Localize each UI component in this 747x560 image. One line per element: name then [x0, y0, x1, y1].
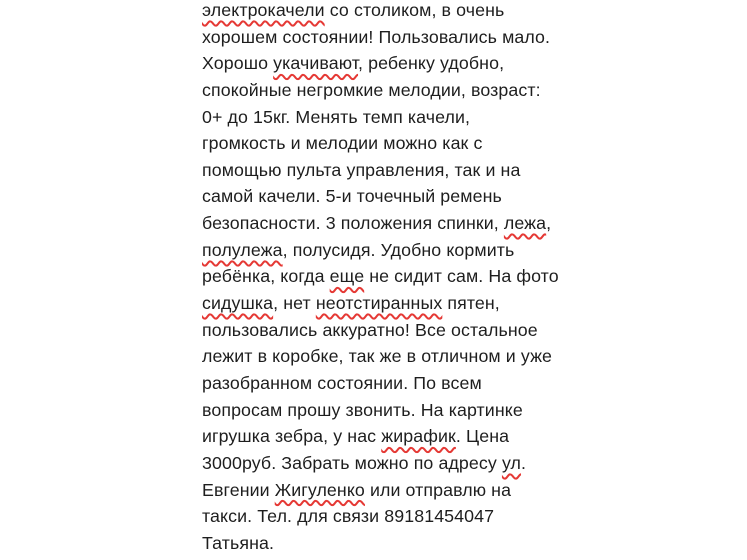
spellcheck-flagged-word: сидушка [202, 293, 274, 314]
text-segment: , полусидя. Удобно кормить [282, 239, 515, 260]
text-segment: , ребенку удобно, [358, 53, 505, 74]
text-segment: помощью пульта управления, так и на [202, 159, 521, 180]
text-line [202, 50, 547, 77]
text-line [202, 370, 547, 397]
text-line [202, 237, 547, 264]
spellcheck-flagged-word: укачивают [273, 53, 359, 74]
text-segment: . [521, 452, 527, 473]
text-line [202, 24, 551, 51]
spellcheck-flagged-word: неотстиранных [315, 293, 443, 314]
text-line [202, 104, 547, 131]
spellcheck-flagged-word: электрокачели [202, 0, 325, 20]
text-segment: игрушка зебра, у нас [202, 426, 382, 447]
text-segment: вопросам прошу звонить. На картинке [202, 399, 523, 420]
text-segment: спокойные негромкие мелодии, возраст: [202, 79, 541, 100]
text-line [202, 77, 547, 104]
text-line [202, 183, 547, 210]
text-line [202, 450, 547, 477]
text-segment: Татьяна. [202, 532, 275, 553]
text-segment: 0+ до 15кг. Менять темп качели, [202, 106, 471, 127]
text-segment: такси. Тел. для связи 89181454047 [202, 506, 495, 527]
text-line [202, 343, 553, 370]
text-line [202, 0, 547, 24]
text-line [202, 263, 559, 290]
text-segment: пятен, [442, 293, 500, 314]
text-line [202, 210, 552, 237]
text-line [202, 530, 547, 557]
ad-text-block [202, 0, 559, 556]
text-segment: Евгении [202, 479, 275, 500]
text-line [202, 397, 547, 424]
spellcheck-flagged-word: жирафик [381, 426, 456, 447]
text-segment: самой качели. 5-и точечный ремень [202, 186, 502, 207]
text-line [202, 157, 547, 184]
text-segment: ребёнка, когда [202, 266, 330, 287]
text-line [202, 317, 547, 344]
text-segment: разобранном состоянии. По всем [202, 372, 482, 393]
text-segment: хорошем состоянии! Пользовались мало. [202, 26, 551, 47]
text-segment: не сидит сам. На фото [364, 266, 559, 287]
spellcheck-flagged-word: еще [329, 266, 365, 287]
text-segment: пользовались аккуратно! Все остальное [202, 319, 538, 340]
text-segment: , [546, 213, 552, 234]
spellcheck-flagged-word: Жигуленко [274, 479, 365, 500]
spellcheck-flagged-word: лежа [503, 213, 547, 234]
text-line [202, 503, 547, 530]
text-segment: . Цена [455, 426, 510, 447]
text-segment: или отправлю на [364, 479, 512, 500]
text-line [202, 130, 547, 157]
text-segment: громкость и мелодии можно как с [202, 133, 483, 154]
text-segment: Хорошо [202, 53, 274, 74]
text-segment: 3000руб. Забрать можно по адресу [202, 452, 502, 473]
text-line [202, 290, 547, 317]
text-segment: со столиком, в очень [324, 0, 505, 20]
text-line [202, 423, 547, 450]
text-line [202, 477, 547, 504]
text-segment: безопасности. 3 положения спинки, [202, 213, 504, 234]
text-segment: лежит в коробке, так же в отличном и уже [202, 346, 553, 367]
text-segment: , нет [273, 293, 316, 314]
spellcheck-flagged-word: полулежа [202, 239, 283, 260]
spellcheck-flagged-word: ул [501, 452, 522, 473]
